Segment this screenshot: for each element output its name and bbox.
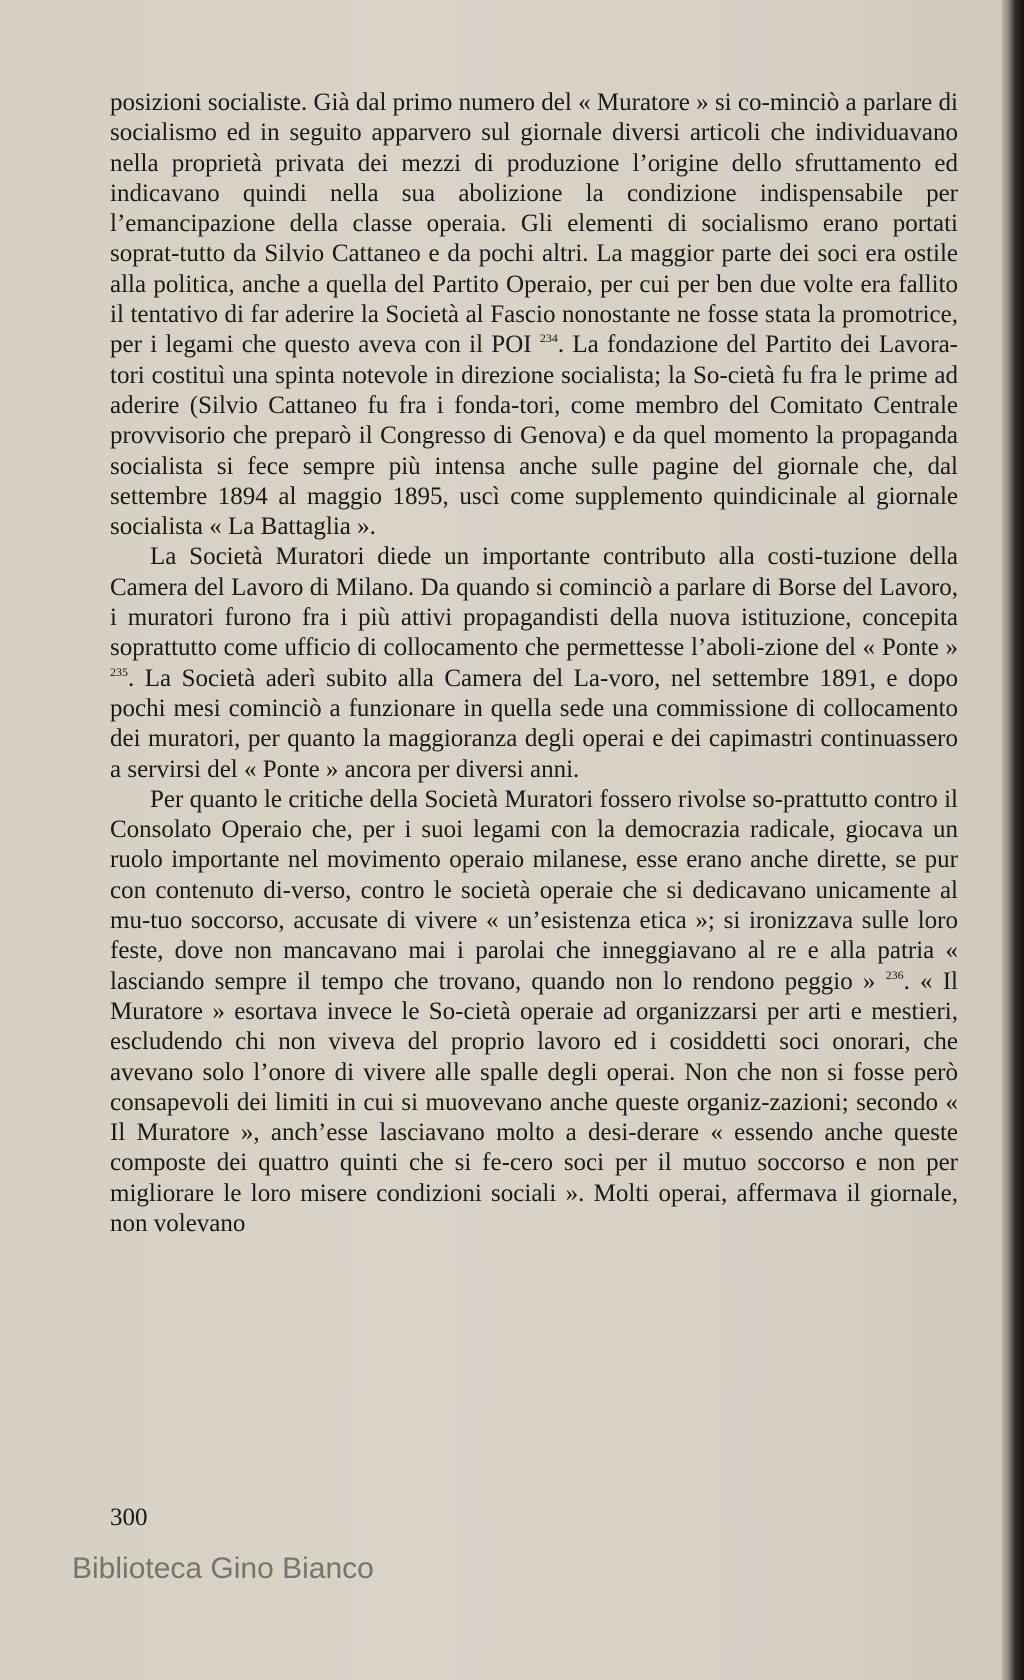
library-watermark: Biblioteca Gino Bianco [72, 1552, 374, 1585]
book-binding-edge [1002, 0, 1024, 1680]
text-run: La Società Muratori diede un importante contributo alla costi-tuzione della Camera del Lavoro di Milano. Da quando si cominciò a parlare di Borse del Lavoro, i muratori furono fra i più attivi propagandisti della nuova istituzione, concepita soprattutto come ufficio di collocamento che permettesse l’aboli-zione del « Ponte » [110, 543, 958, 662]
text-run: posizioni socialiste. Già dal primo numero del « Muratore » si co-minciò a parlare di socialismo ed in seguito apparvero sul giornale diversi articoli che individuavano nella proprietà privata dei mezzi di produzione l’origine dello sfruttamento ed indicavano quindi nella sua abolizione la condizione indispensabile per l’emancipazione della classe operaia. Gli elementi di socialismo erano portati soprat-tutto da Silvio Cattaneo e da pochi altri. La maggior parte dei soci era ostile alla politica, anche a quella del Partito Operaio, per cui per ben due volte era fallito il tentativo di far aderire la Società al Fascio nonostante ne fosse stata la promotrice, per i legami che questo aveva con il POI [110, 89, 958, 359]
text-run: . « Il Muratore » esortava invece le So-cietà operaie ad organizzarsi per arti e mestieri, escludendo chi non viveva del proprio lavoro ed i cosiddetti soci onorari, che avevano solo l’onore di vivere alle spalle degli operai. Non che non si fosse però consapevoli dei limiti in cui si muovevano anche queste organiz-zazioni; secondo « Il Muratore », anch’esse lasciavano molto a desi-derare « essendo anche queste composte dei quattro quinti che si fe-cero soci per il mutuo soccorso e non per migliorare le loro misere condizioni sociali ». Molti operai, affermava il giornale, non volevano [110, 967, 958, 1237]
text-run: . La Società aderì subito alla Camera del La-voro, nel settembre 1891, e dopo pochi mesi cominciò a funzionare in quella sede una commissione di collocamento dei muratori, per quanto la maggioranza degli operai e dei capimastri continuassero a servirsi del « Ponte » ancora per diversi anni. [110, 664, 958, 783]
footnote-ref-234[interactable]: 234 [539, 331, 558, 346]
page-number: 300 [110, 1504, 148, 1531]
body-text [110, 88, 958, 1239]
paragraph-3 [110, 785, 958, 1239]
footnote-ref-235[interactable]: 235 [110, 664, 128, 679]
text-run: . La fondazione del Partito dei Lavora-tori costituì una spinta notevole in direzione socialista; la So-cietà fu fra le prime ad aderire (Silvio Cattaneo fu fra i fonda-tori, come membro del Comitato Centrale provvisorio che preparò il Congresso di Genova) e da quel momento la propaganda socialista si fece sempre più intensa anche sulle pagine del giornale che, dal settembre 1894 al maggio 1895, uscì come supplemento quindicinale al giornale socialista « La Battaglia ». [110, 331, 958, 541]
paragraph-2 [110, 542, 958, 784]
footnote-ref-236[interactable]: 236 [885, 967, 904, 982]
paragraph-1 [110, 88, 958, 542]
text-run: Per quanto le critiche della Società Muratori fossero rivolse so-prattutto contro il Consolato Operaio che, per i suoi legami con la democrazia radicale, giocava un ruolo importante nel movimento operaio milanese, esse erano anche dirette, se pur con contenuto di-verso, contro le società operaie che si dedicavano unicamente al mu-tuo soccorso, accusate di vivere « un’esistenza etica »; si ironizzava sulle loro feste, dove non mancavano mai i parolai che inneggiavano al re e alla patria « lasciando sempre il tempo che trovano, quando non lo rendono peggio » [110, 785, 958, 995]
